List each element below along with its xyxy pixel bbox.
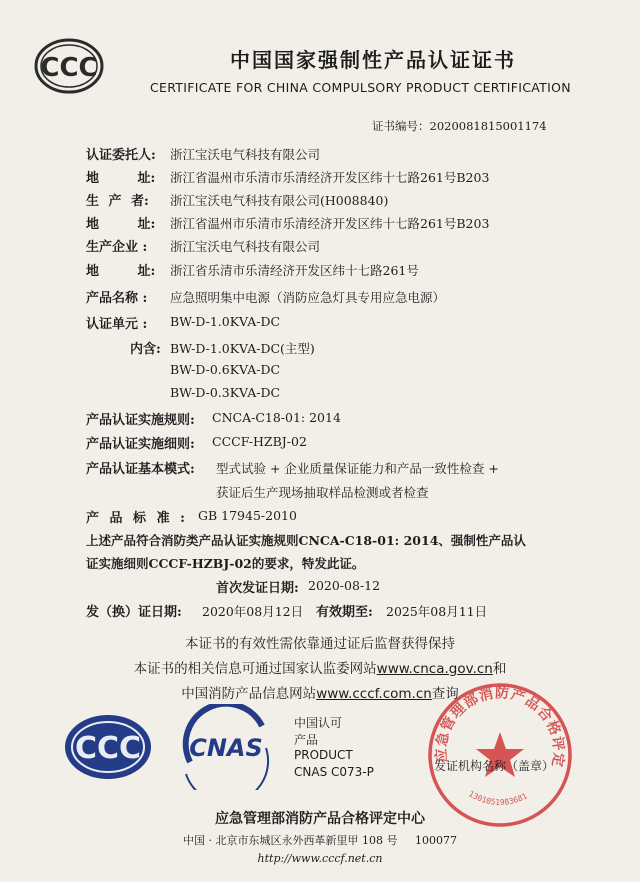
ccc-logo-bottom [62,712,154,782]
svg-text:1301051983681 [467,789,529,807]
cnas-logo-text: CNAS [189,734,263,762]
valid-until-value: 2025年08月11日 [386,604,488,619]
standard-label: 产 品 标 准 : [86,511,185,526]
cccf-website-link[interactable]: www.cccf.com.cn [316,686,432,702]
ccc-logo-bottom-text: CCC [74,731,142,766]
rule-value: CNCA-C18-01: 2014 [212,410,341,425]
contains-item: BW-D-0.6KVA-DC [170,362,281,377]
address3-value: 浙江省乐清市乐清经济开发区纬十七路261号 [170,263,419,278]
notice-line2 [0,657,640,677]
cnas-logo [170,704,280,790]
product-label: 产品名称 : [86,291,148,306]
cert-number-label: 证书编号： [372,119,430,133]
ccc-logo-top [34,38,104,94]
cert-number [372,118,547,134]
seal-number: 1301051983681 [467,789,529,808]
notice-line2-text: 本证书的相关信息可通过国家认监委网站 [133,661,377,677]
cert-number-value: 2020081815001174 [429,119,547,133]
address3-label: 地 址: [86,264,156,279]
cnca-website-link[interactable]: www.cnca.gov.cn [376,661,493,677]
address-value: 浙江省温州市乐清市乐清经济开发区纬十七路261号B203 [170,170,490,185]
product-value: 应急照明集中电源（消防应急灯具专用应急电源） [170,290,446,305]
accredit-line2: 产品 [294,733,319,747]
contains-item: BW-D-1.0KVA-DC(主型) [170,341,315,356]
issue-date-label: 发（换）证日期: [86,605,182,620]
notice-line1: 本证书的有效性需依靠通过证后监督获得保持 [185,636,455,652]
standard-value: GB 17945-2010 [198,508,297,523]
contains-label: 内含: [130,342,161,357]
mode-line2: 获证后生产现场抽取样品检测或者检查 [216,485,429,500]
client-value: 浙江宝沃电气科技有限公司 [170,147,321,162]
rule-label: 产品认证实施规则: [86,413,195,428]
certificate-title-en: CERTIFICATE FOR CHINA COMPULSORY PRODUCT CERTIFICATION [150,80,571,95]
notice-line3-text: 中国消防产品信息网站 [181,686,317,702]
detail-value: CCCF-HZBJ-02 [212,434,307,449]
mode-line1: 型式试验 + 企业质量保证能力和产品一致性检查 + [216,461,499,476]
producer-label: 生 产 者: [86,194,149,209]
seal-ring-text: 应急管理部消防产品合格评定 [433,685,567,769]
footer-org: 应急管理部消防产品合格评定中心 [215,811,425,827]
producer-value: 浙江宝沃电气科技有限公司(H008840) [170,193,389,208]
accredit-line1: 中国认可 [294,716,343,730]
footer-website[interactable]: http://www.cccf.net.cn [257,852,383,865]
statement-line1: 上述产品符合消防类产品认证实施规则CNCA-C18-01: 2014、强制性产品认 [86,533,526,548]
address2-value: 浙江省温州市乐清市乐清经济开发区纬十七路261号B203 [170,216,490,231]
issue-date-value: 2020年08月12日 [202,604,304,619]
ccc-logo-text: CCC [40,53,98,83]
factory-label: 生产企业 : [86,240,148,255]
accredit-line4: CNAS C073-P [294,765,374,779]
detail-label: 产品认证实施细则: [86,437,195,452]
client-label: 认证委托人: [86,148,156,163]
footer-address: 中国 · 北京市东城区永外西革新里甲 108 号 100077 [183,834,457,847]
certificate-title-cn: 中国国家强制性产品认证证书 [230,48,516,72]
notice-line3-end: 查询 [431,686,459,702]
issuing-org-seal-note: 发证机构名称（盖章） [434,759,555,773]
valid-until-label: 有效期至: [316,605,373,620]
address-label: 地 址: [86,171,156,186]
first-issue-label: 首次发证日期: [216,581,299,596]
factory-value: 浙江宝沃电气科技有限公司 [170,239,321,254]
contains-item: BW-D-0.3KVA-DC [170,385,281,400]
unit-value: BW-D-1.0KVA-DC [170,314,281,329]
mode-label: 产品认证基本模式: [86,462,195,477]
address2-label: 地 址: [86,217,156,232]
notice-line2-end: 和 [492,661,507,677]
statement-line2: 证实施细则CCCF-HZBJ-02的要求，特发此证。 [86,556,365,571]
accredit-line3: PRODUCT [294,748,353,762]
unit-label: 认证单元 : [86,317,148,332]
first-issue-value: 2020-08-12 [308,578,381,593]
